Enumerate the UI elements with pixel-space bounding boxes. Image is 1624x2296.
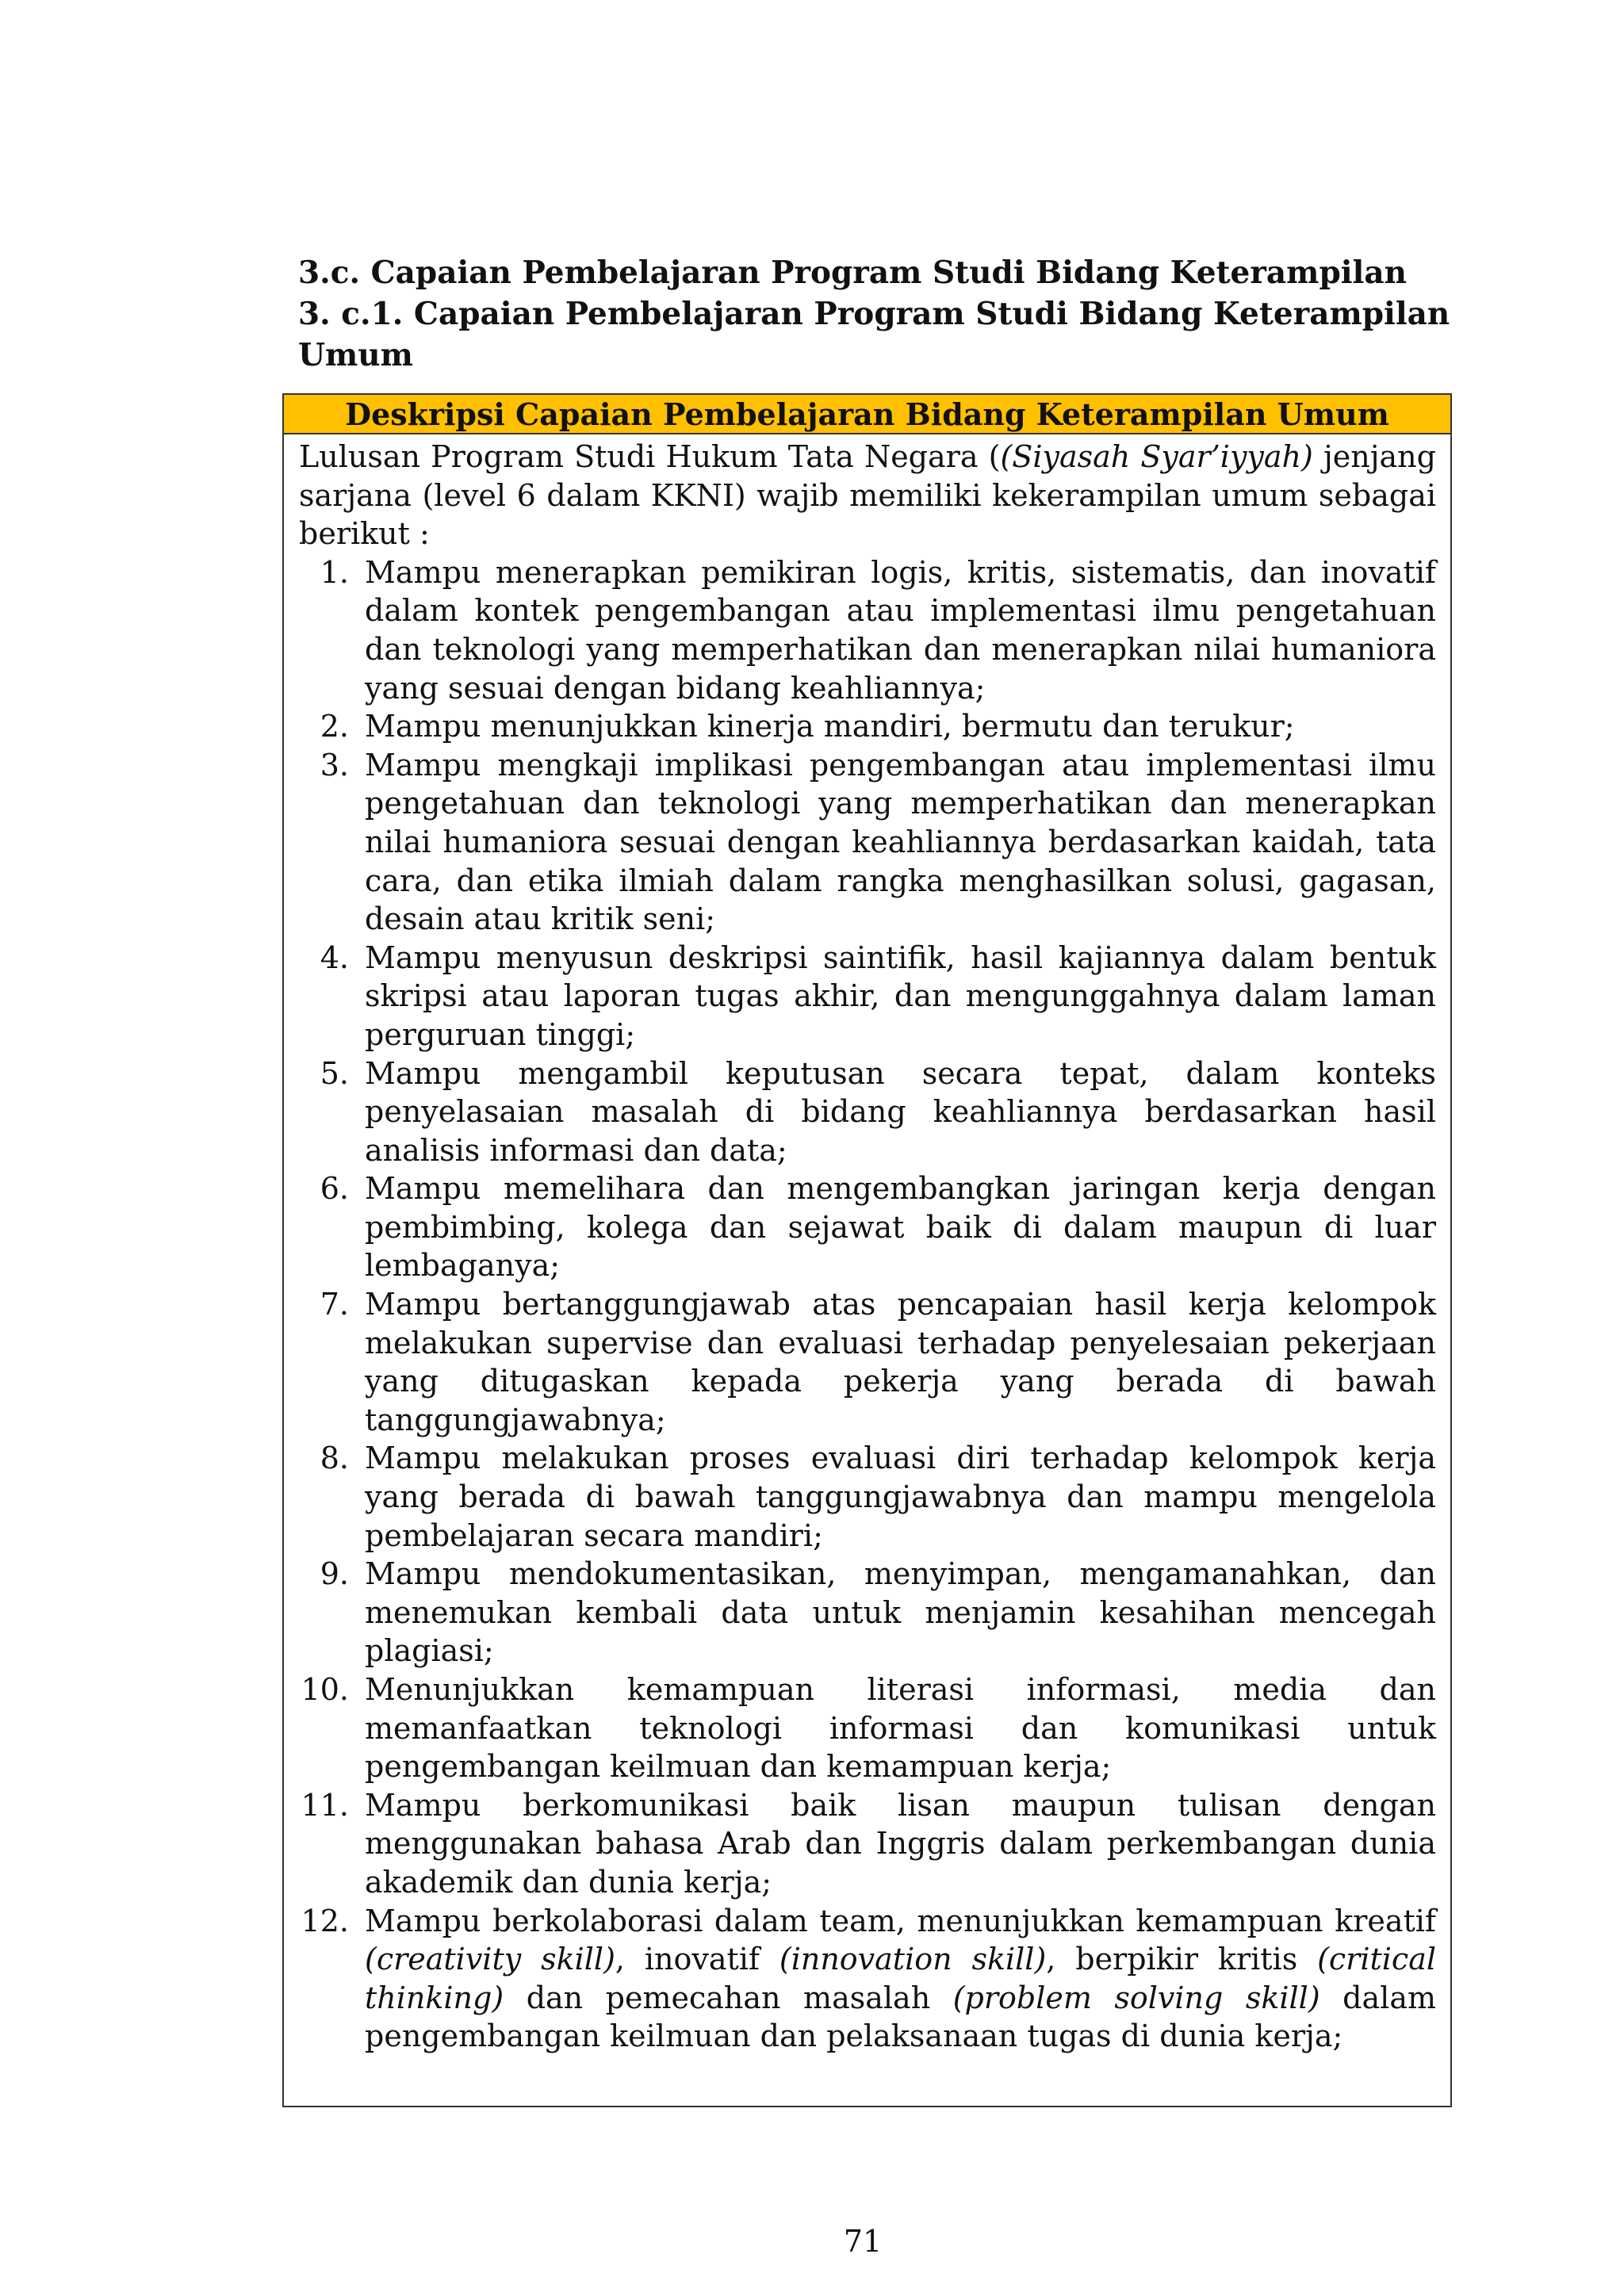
item12-text-4: dan pemecahan masalah [504,1980,953,2015]
subsection-title-line1: 3. c.1. Capaian Pembelajaran Program Studi Bidang Keterampilan [298,296,1450,332]
item-text [365,1902,1436,2056]
page-number: 71 [843,2224,883,2259]
item-number: 3. [320,747,349,783]
section-headings [298,252,1535,376]
item-text: Mampu menerapkan pemikiran logis, kritis, sistematis, dan inovatif dalam kontek pengembangan atau implementasi ilmu pengetahuan dan teknologi yang memperhatikan dan menerapkan nilai humaniora yang sesuai dengan bidang keahliannya; [365,554,1436,706]
table-body [284,434,1450,2056]
item-number: 9. [320,1556,349,1592]
list-item [299,939,1436,1054]
list-item [299,1054,1436,1170]
list-item [299,1670,1436,1786]
intro-text-after: jenjang sarjana (level 6 dalam KKNI) wajib memiliki kekerampilan umum sebagai berikut : [299,439,1436,552]
item-text: Mampu mendokumentasikan, menyimpan, mengamanahkan, dan menemukan kembali data untuk menjamin kesahihan mencegah plagiasi; [365,1556,1436,1669]
item-number: 10. [301,1672,349,1707]
item-number: 1. [320,554,349,590]
outcome-list [299,553,1436,2056]
item-text: Menunjukkan kemampuan literasi informasi, media dan memanfaatkan teknologi informasi dan komunikasi untuk pengembangan keilmuan dan kemampuan kerja; [365,1672,1436,1785]
item-number: 6. [320,1171,349,1207]
item12-italic-critical: (critical thinking) [365,1942,1437,2015]
item-number: 8. [320,1441,349,1476]
list-item [299,1902,1436,2056]
item-number: 11. [301,1787,349,1823]
item-text: Mampu memelihara dan mengembangkan jaringan kerja dengan pembimbing, kolega dan sejawat baik di dalam maupun di luar lembaganya; [365,1171,1436,1284]
item12-text-3: , berpikir kritis [1046,1942,1318,1977]
item-text: Mampu bertanggungjawab atas pencapaian hasil kerja kelompok melakukan supervise dan evaluasi terhadap penyelesaian pekerjaan yang ditugaskan kepada pekerja yang berada di bawah tanggungjawabnya; [365,1287,1436,1437]
subsection-title-line2: Umum [298,337,413,373]
item-number: 5. [320,1055,349,1091]
list-item [299,707,1436,746]
list-item [299,1285,1436,1439]
item-text: Mampu menyusun deskripsi saintifik, hasil kajiannya dalam bentuk skripsi atau laporan tugas akhir, dan mengunggahnya dalam laman perguruan tinggi; [365,939,1436,1052]
item-text: Mampu mengambil keputusan secara tepat, dalam konteks penyelasaian masalah di bidang keahliannya berdasarkan hasil analisis informasi dan data; [365,1055,1436,1168]
list-item [299,746,1436,939]
item-text: Mampu berkomunikasi baik lisan maupun tulisan dengan menggunakan bahasa Arab dan Inggris dalam perkembangan dunia akademik dan dunia kerja; [365,1787,1436,1900]
list-item [299,1169,1436,1285]
list-item [299,553,1436,707]
section-title: 3.c. Capaian Pembelajaran Program Studi Bidang Keterampilan [298,254,1407,291]
item12-italic-creativity: (creativity skill) [365,1942,615,1977]
item12-text-1: Mampu berkolaborasi dalam team, menunjukkan kemampuan kreatif [365,1903,1436,1938]
item-text: Mampu melakukan proses evaluasi diri terhadap kelompok kerja yang berada di bawah tanggungjawabnya dan mampu mengelola pembelajaran secara mandiri; [365,1441,1436,1553]
item-number: 12. [301,1903,349,1938]
item12-text-5: dalam pengembangan keilmuan dan pelaksanaan tugas di dunia kerja; [365,1980,1437,2054]
intro-text-before: Lulusan Program Studi Hukum Tata Negara ( [299,439,1001,474]
list-item [299,1439,1436,1555]
item-number: 4. [320,939,349,975]
item-number: 7. [320,1287,349,1322]
item-number: 2. [320,709,349,744]
intro-paragraph [299,438,1436,553]
list-item [299,1555,1436,1670]
learning-outcomes-table [282,393,1452,2107]
item12-italic-innovation: (innovation skill) [779,1942,1047,1977]
list-item [299,1786,1436,1902]
item-text: Mampu mengkaji implikasi pengembangan atau implementasi ilmu pengetahuan dan teknologi yang memperhatikan dan menerapkan nilai humaniora sesuai dengan keahliannya berdasarkan kaidah, tata cara, dan etika ilmiah dalam rangka menghasilkan solusi, gagasan, desain atau kritik seni; [365,747,1436,937]
item12-text-2: , inovatif [615,1942,779,1977]
table-header: Deskripsi Capaian Pembelajaran Bidang Keterampilan Umum [284,395,1450,434]
intro-italic-term: (Siyasah Syar’iyyah) [1000,439,1313,474]
item12-italic-problem-solving: (problem solving skill) [952,1980,1320,2015]
item-text: Mampu menunjukkan kinerja mandiri, bermutu dan terukur; [365,709,1295,744]
